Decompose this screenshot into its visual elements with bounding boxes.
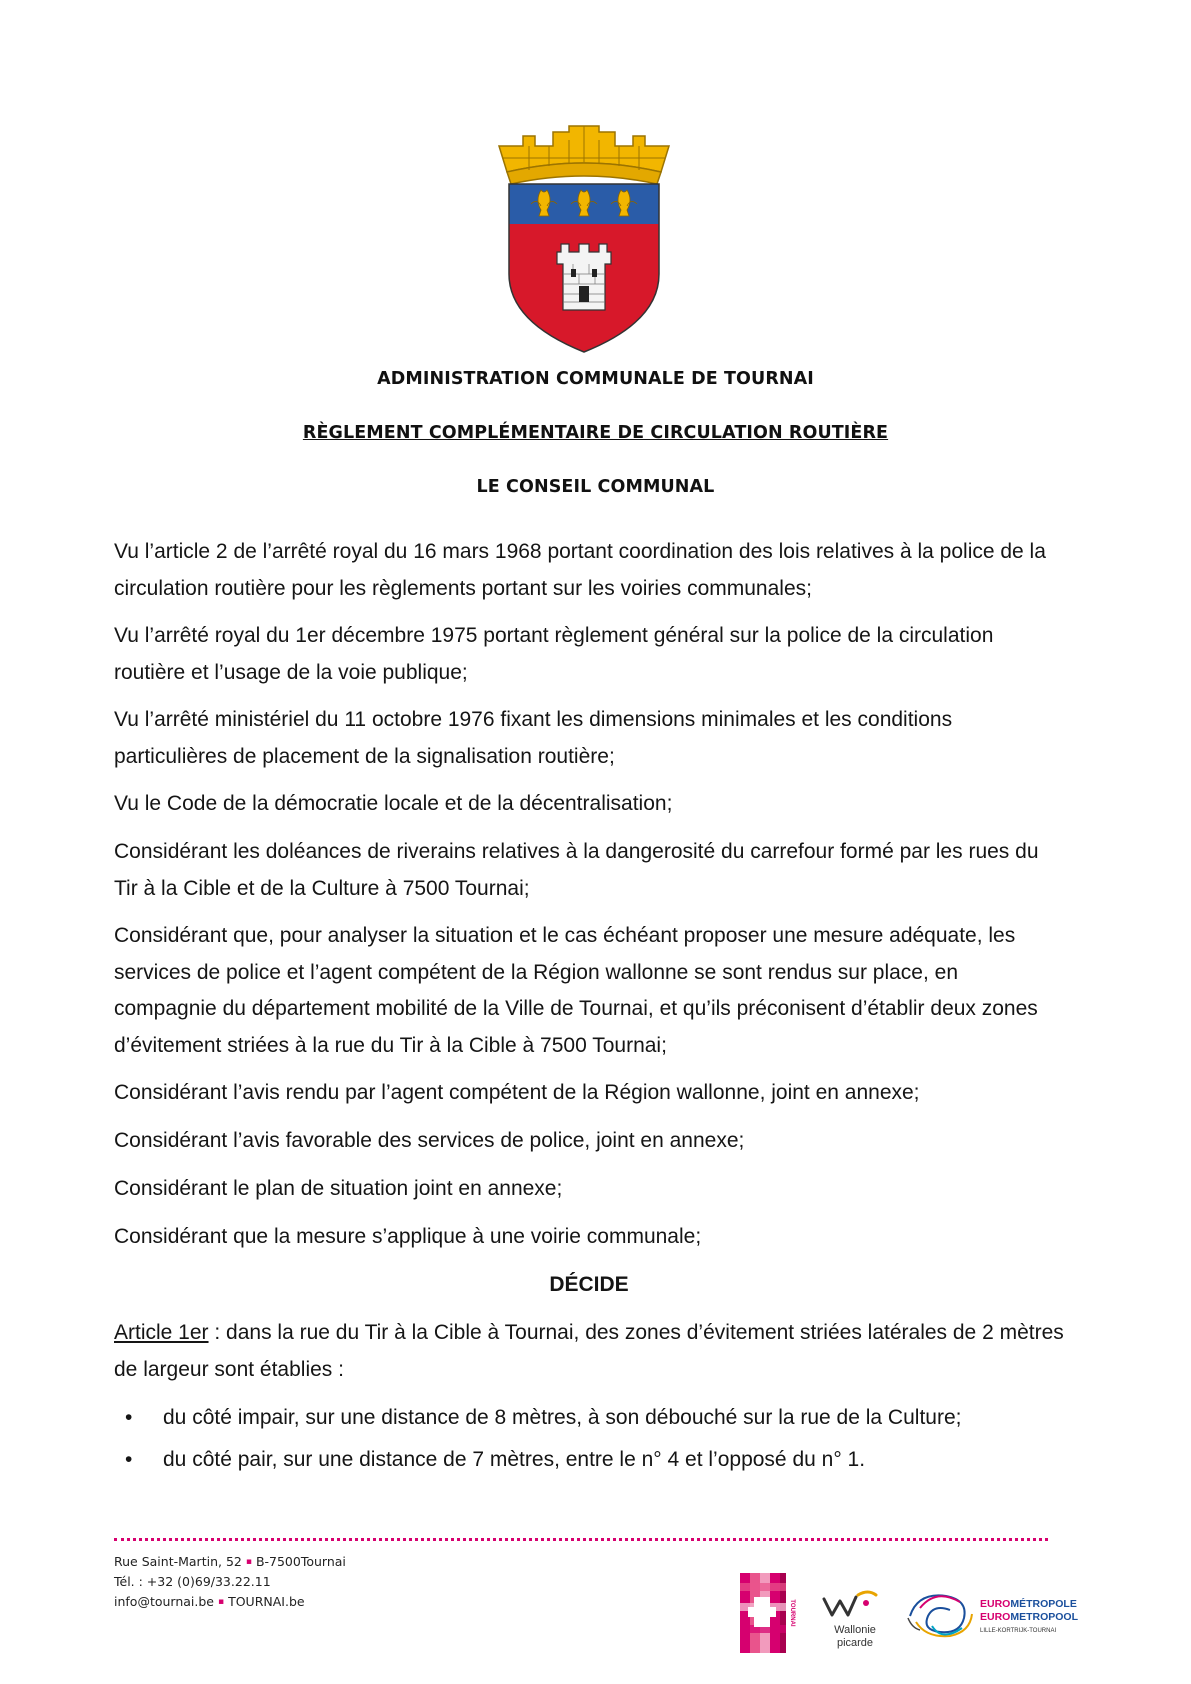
eurometropole-swirl-icon xyxy=(908,1595,972,1636)
preamble-paragraph: Considérant que, pour analyser la situation et le cas échéant proposer une mesure adéquate, les services de police et l’agent compétent de la Région wallonne se sont rendus sur place, en compagnie du département mobilité de la Ville de Tournai, et qu’ils préconisent d’établir deux zones d’évitement striées à la rue du Tir à la Cible à 7500 Tournai; xyxy=(114,924,1038,1057)
separator-icon: ▪ xyxy=(217,1597,225,1607)
euro-line1: EUROMÉTROPOLE xyxy=(980,1598,1077,1610)
fleur-de-lis-icon xyxy=(531,190,637,216)
website-link[interactable]: TOURNAI.be xyxy=(228,1594,305,1609)
article-paragraph xyxy=(114,1315,1064,1388)
regulation-title xyxy=(0,423,1191,443)
euro-line2: EUROMETROPOOL xyxy=(980,1611,1079,1623)
preamble-paragraph: Considérant le plan de situation joint en annexe; xyxy=(114,1177,563,1200)
footer-address xyxy=(114,1552,346,1572)
tournai-coat-of-arms-logo xyxy=(489,124,679,354)
preamble-paragraph: Considérant l’avis favorable des services de police, joint en annexe; xyxy=(114,1129,745,1152)
footer-phone: Tél. : +32 (0)69/33.22.11 xyxy=(114,1574,271,1589)
wallonie-line2: picarde xyxy=(836,1637,874,1649)
preamble-paragraph: Vu l’article 2 de l’arrêté royal du 16 mars 1968 portant coordination des lois relatives à la police de la circulation routière pour les règlements portant sur les voiries communales; xyxy=(114,540,1046,600)
address-street: Rue Saint-Martin, 52 xyxy=(114,1554,242,1569)
separator-icon: ▪ xyxy=(245,1557,252,1567)
decision-heading: DÉCIDE xyxy=(549,1273,629,1296)
bullet-icon: • xyxy=(125,1406,133,1429)
footer-contact xyxy=(114,1552,346,1612)
tower-icon xyxy=(557,244,611,310)
bullet-icon: • xyxy=(125,1448,133,1471)
preamble-paragraph: Considérant les doléances de riverains relatives à la dangerosité du carrefour formé par les rues du Tir à la Cible et de la Culture à 7500 Tournai; xyxy=(114,840,1039,900)
email-link[interactable]: info@tournai.be xyxy=(114,1594,214,1609)
tournai-city-logo xyxy=(740,1573,796,1653)
regulation-title-text: RÈGLEMENT COMPLÉMENTAIRE DE CIRCULATION ROUTIÈRE xyxy=(302,423,889,443)
crown-icon xyxy=(499,126,669,184)
preamble-paragraph: Vu le Code de la démocratie locale et de la décentralisation; xyxy=(114,792,673,815)
preamble-paragraph: Considérant l’avis rendu par l’agent compétent de la Région wallonne, joint en annexe; xyxy=(114,1081,920,1104)
footer-divider xyxy=(114,1538,1048,1541)
council-heading: LE CONSEIL COMMUNAL xyxy=(476,477,715,497)
article-title: Article 1er xyxy=(114,1321,209,1344)
preamble-paragraph: Vu l’arrêté royal du 1er décembre 1975 portant règlement général sur la police de la circulation routière et l’usage de la voie publique; xyxy=(114,624,994,684)
preamble-paragraph: Considérant que la mesure s’applique à une voirie communale; xyxy=(114,1225,702,1248)
article-text: : dans la rue du Tir à la Cible à Tournai, des zones d’évitement striées latérales de 2 mètres de largeur sont établies : xyxy=(114,1321,1064,1381)
address-postal: B-7500Tournai xyxy=(255,1554,346,1569)
footer-web xyxy=(114,1592,346,1612)
euro-line3: LILLE-KORTRIJK-TOURNAI xyxy=(980,1628,1057,1634)
city-logo-text: TOURNAI xyxy=(789,1599,795,1627)
wallonie-picarde-logo xyxy=(820,1585,890,1655)
list-item-text: du côté pair, sur une distance de 7 mètres, entre le n° 4 et l’opposé du n° 1. xyxy=(163,1448,866,1471)
administration-heading: ADMINISTRATION COMMUNALE DE TOURNAI xyxy=(377,369,814,389)
preamble-paragraph: Vu l’arrêté ministériel du 11 octobre 1976 fixant les dimensions minimales et les conditions particulières de placement de la signalisation routière; xyxy=(114,708,953,768)
list-item-text: du côté impair, sur une distance de 8 mètres, à son débouché sur la rue de la Culture; xyxy=(163,1406,962,1429)
wallonie-line1: Wallonie xyxy=(834,1624,876,1636)
eurometropole-logo xyxy=(906,1582,1096,1652)
